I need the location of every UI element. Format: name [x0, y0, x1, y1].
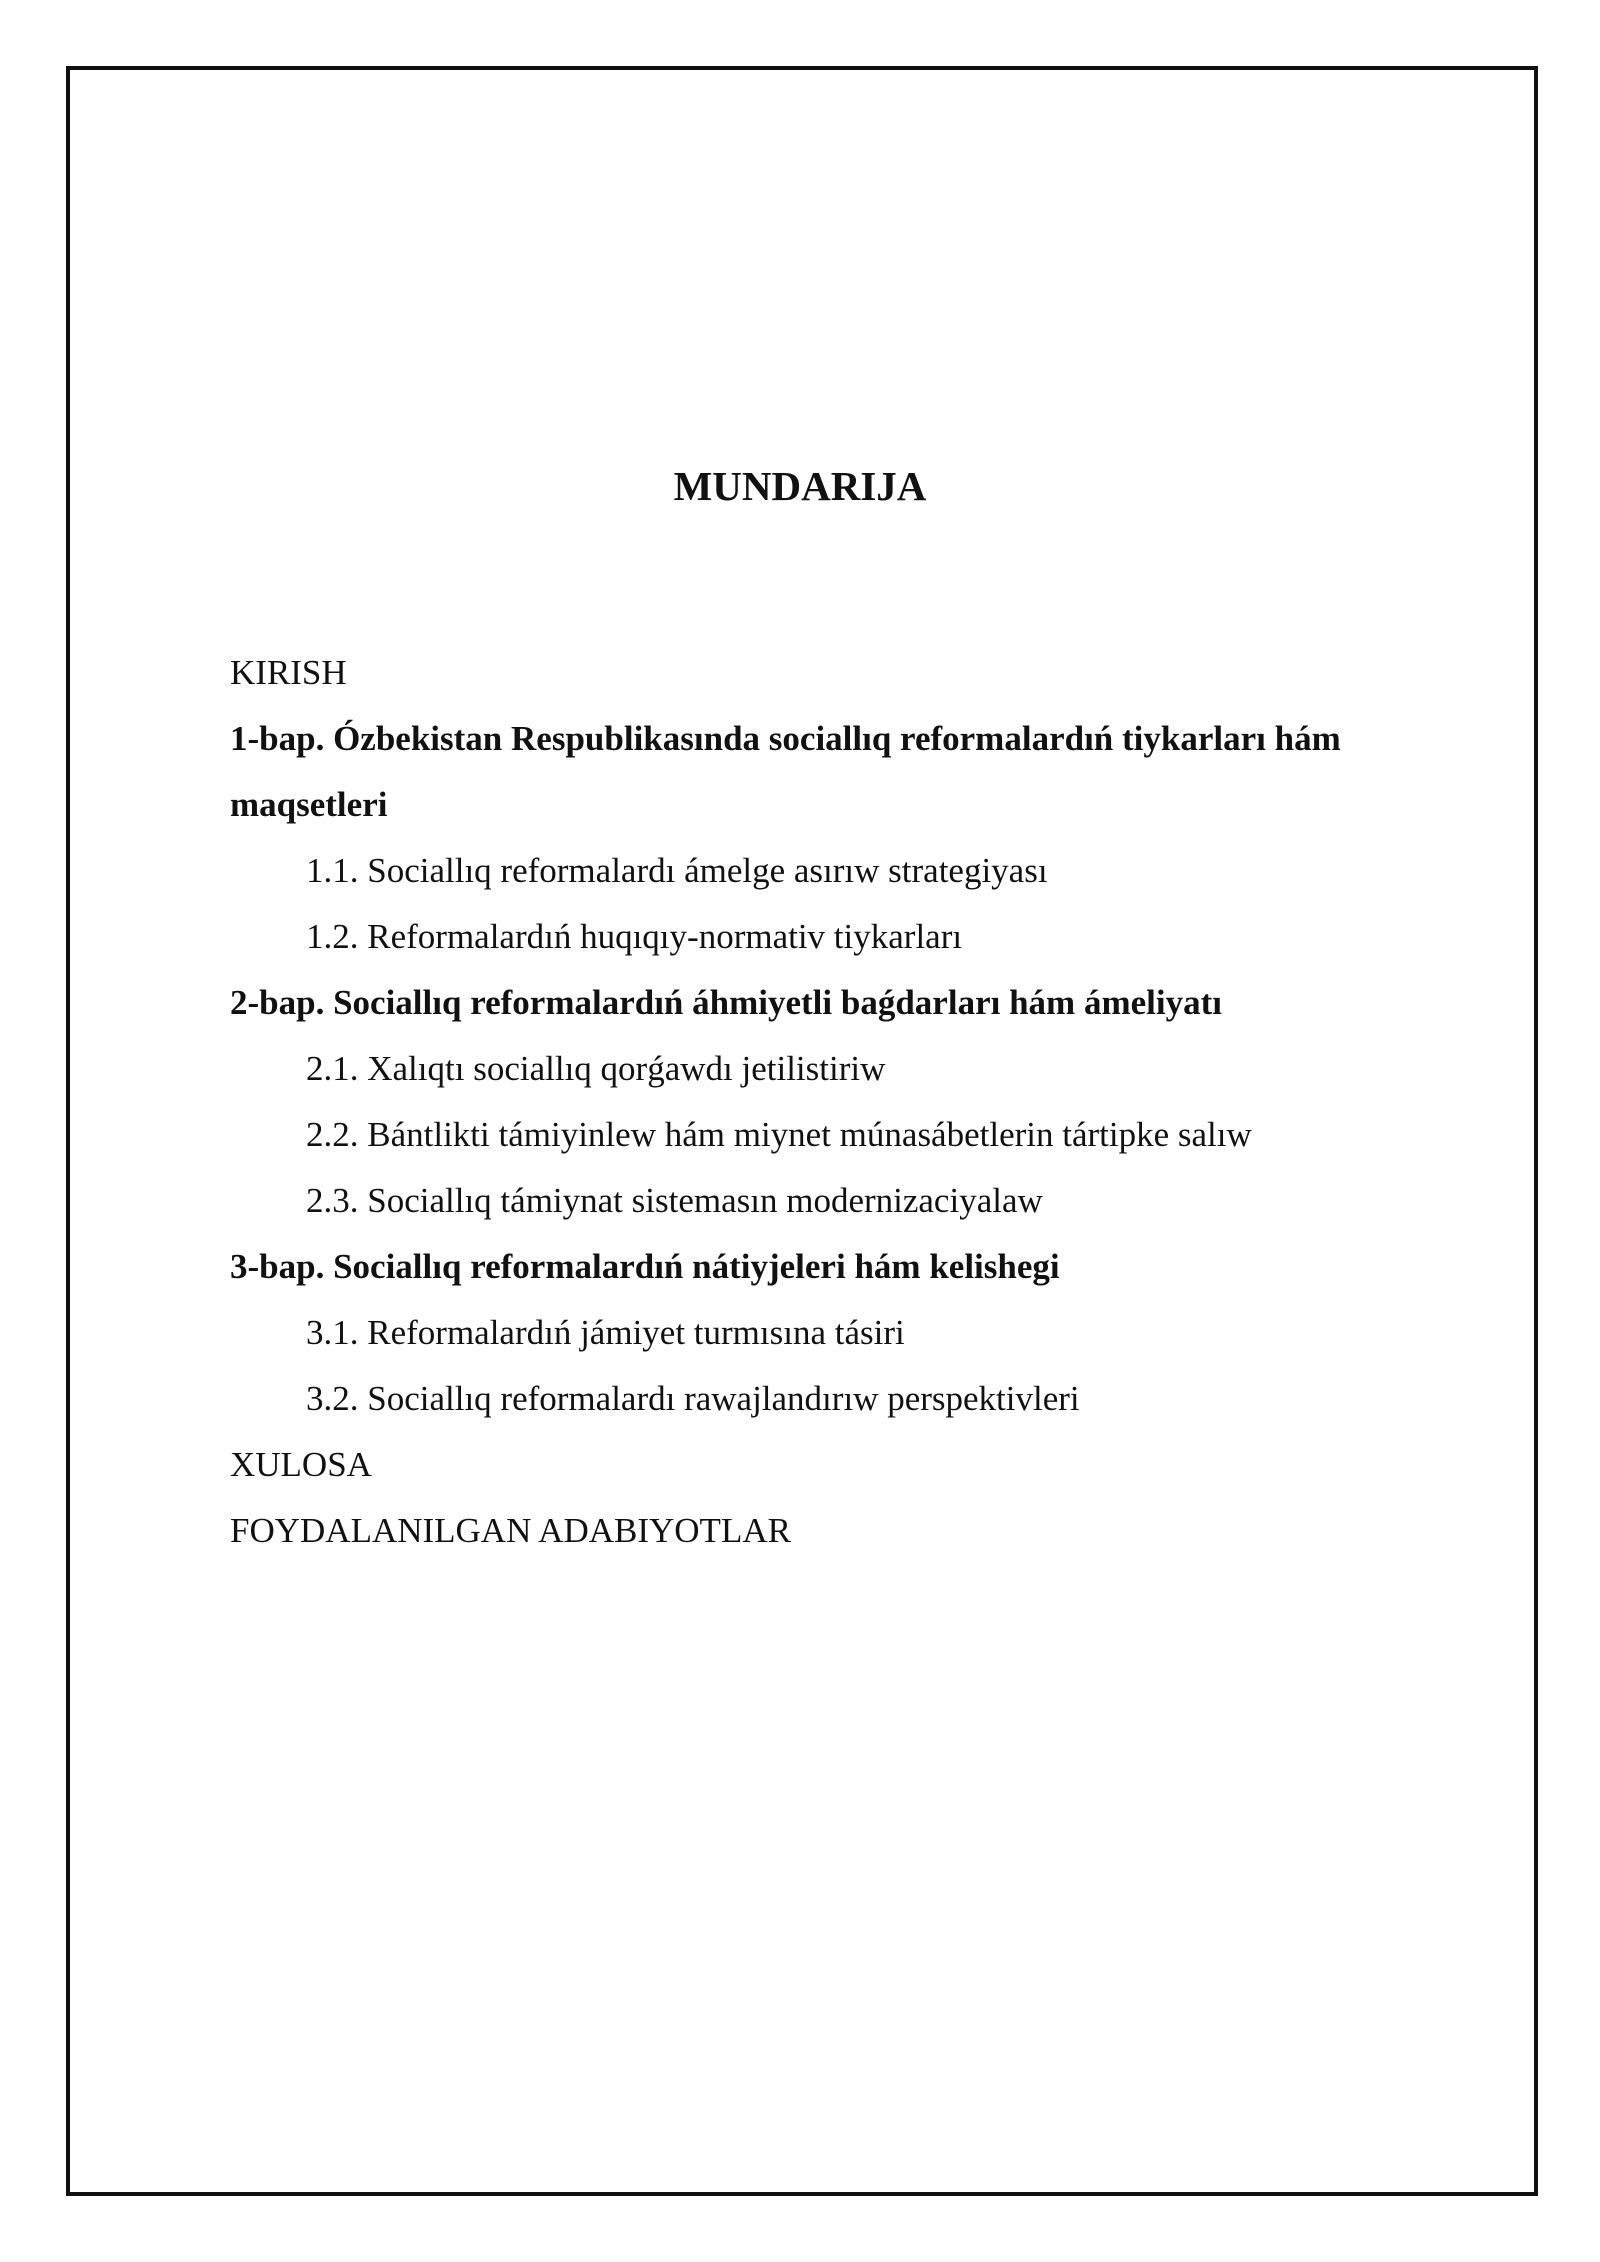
toc-intro[interactable]: KIRISH [230, 653, 347, 692]
toc-chapter-1[interactable]: 1-bap. Ózbekistan Respublikasında sociallıq reformalardıń tiykarları hám maqsetleri [230, 719, 1341, 824]
table-of-contents [230, 640, 1460, 1564]
toc-section-2-2[interactable]: 2.2. Bántlikti támiyinlew hám miynet múnasábetlerin tártipke salıw [306, 1115, 1252, 1154]
toc-conclusion[interactable]: XULOSA [230, 1445, 372, 1484]
toc-section-2-3[interactable]: 2.3. Sociallıq támiynat sistemasın modernizaciyalaw [306, 1181, 1043, 1220]
page-title: MUNDARIJA [673, 463, 927, 509]
toc-section-3-1[interactable]: 3.1. Reformalardıń jámiyet turmısına tásiri [306, 1313, 905, 1352]
toc-references[interactable]: FOYDALANILGAN ADABIYOTLAR [230, 1511, 791, 1550]
toc-chapter-2[interactable]: 2-bap. Sociallıq reformalardıń áhmiyetli baǵdarları hám ámeliyatı [230, 983, 1222, 1022]
toc-section-1-1[interactable]: 1.1. Sociallıq reformalardı ámelge asırıw strategiyası [306, 851, 1048, 890]
toc-section-3-2[interactable]: 3.2. Sociallıq reformalardı rawajlandırıw perspektivleri [306, 1379, 1080, 1418]
toc-section-2-1[interactable]: 2.1. Xalıqtı sociallıq qorǵawdı jetilistiriw [306, 1049, 886, 1088]
toc-chapter-3[interactable]: 3-bap. Sociallıq reformalardıń nátiyjeleri hám kelishegi [230, 1247, 1060, 1286]
toc-section-1-2[interactable]: 1.2. Reformalardıń huqıqıy-normativ tiykarları [306, 917, 963, 956]
